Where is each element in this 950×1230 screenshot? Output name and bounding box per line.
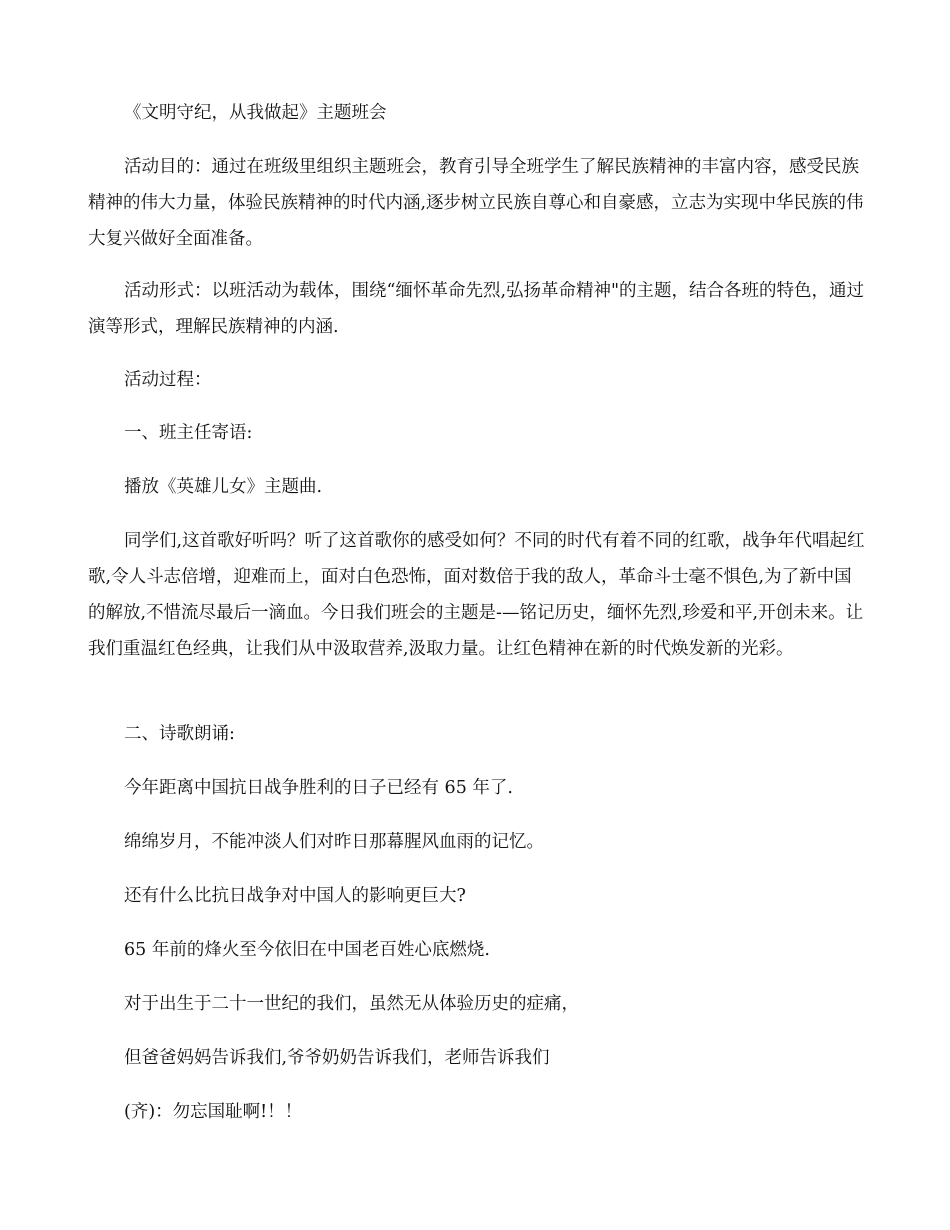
paragraph-activity-form: 活动形式：以班活动为载体，围绕“缅怀革命先烈,弘扬革命精神"的主题，结合各班的特色，通过演等形式，理解民族精神的内涵. xyxy=(88,281,865,337)
poem-line-6: 但爸爸妈妈告诉我们,爷爷奶奶告诉我们，老师告诉我们 xyxy=(124,1048,550,1068)
poem-line-1: 今年距离中国抗日战争胜利的日子已经有 65 年了. xyxy=(124,778,513,798)
paragraph-activity-purpose: 活动目的：通过在班级里组织主题班会，教育引导全班学生了解民族精神的丰富内容，感受民族精神的伟大力量，体验民族精神的时代内涵,逐步树立民族自尊心和自豪感，立志为实现中华民族的伟大复兴做好全面准备。 xyxy=(88,157,864,249)
poem-line-2: 绵绵岁月，不能冲淡人们对昨日那幕腥风血雨的记忆。 xyxy=(124,832,544,852)
poem-line-4: 65 年前的烽火至今依旧在中国老百姓心底燃烧. xyxy=(124,940,490,960)
poem-line-7-chorus: (齐)：勿忘国耻啊!！！ xyxy=(124,1102,303,1122)
paragraph-activity-process: 活动过程： xyxy=(124,370,212,390)
poem-line-3: 还有什么比抗日战争对中国人的影响更巨大? xyxy=(124,886,466,906)
paragraph-play-song: 播放《英雄儿女》主题曲. xyxy=(124,477,323,497)
section-heading-teacher-message: 一、班主任寄语: xyxy=(124,423,253,443)
poem-line-5: 对于出生于二十一世纪的我们，虽然无从体验历史的症痛， xyxy=(124,994,579,1014)
paragraph-teacher-speech: 同学们,这首歌好听吗？听了这首歌你的感受如何？不同的时代有着不同的红歌，战争年代唱起红歌,令人斗志倍增，迎难而上，面对白色恐怖，面对数倍于我的敌人，革命斗士毫不惧色,为了新中国的解放,不惜流尽最后一滴血。今日我们班会的主题是-—铭记历史，缅怀先烈,珍爱和平,开创未来。让我们重温红色经典，让我们从中汲取营养,汲取力量。让红色精神在新的时代焕发新的光彩。 xyxy=(88,531,865,659)
section-heading-poetry-recitation: 二、诗歌朗诵: xyxy=(124,724,235,744)
document-title: 《文明守纪，从我做起》主题班会 xyxy=(124,103,387,123)
